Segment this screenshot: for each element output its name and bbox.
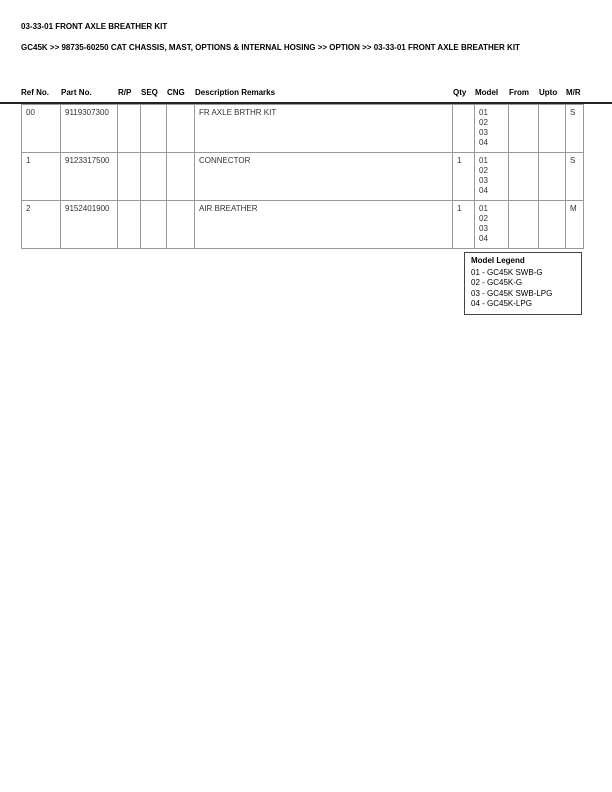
model-code: 01 xyxy=(479,204,488,213)
table-row[interactable] xyxy=(22,105,584,153)
cng xyxy=(167,153,195,201)
rp xyxy=(118,153,141,201)
model-legend xyxy=(464,252,582,315)
header-model: Model xyxy=(475,88,499,97)
models xyxy=(475,105,509,153)
ref-no: 1 xyxy=(22,153,61,201)
header-cng: CNG xyxy=(167,88,185,97)
legend-item: 01 - GC45K SWB-G xyxy=(471,267,543,277)
breadcrumb: GC45K >> 98735-60250 CAT CHASSIS, MAST, OPTIONS & INTERNAL HOSING >> OPTION >> 03-33-01 FRONT AXLE BREATHER KIT xyxy=(21,43,520,52)
description: CONNECTOR xyxy=(195,153,453,201)
model-code: 03 xyxy=(479,128,488,137)
model-code: 02 xyxy=(479,118,488,127)
upto xyxy=(539,105,566,153)
from xyxy=(509,105,539,153)
page-title: 03-33-01 FRONT AXLE BREATHER KIT xyxy=(21,22,168,31)
header-ref-no: Ref No. xyxy=(21,88,49,97)
model-code: 01 xyxy=(479,108,488,117)
models xyxy=(475,153,509,201)
header-part-no: Part No. xyxy=(61,88,92,97)
cng xyxy=(167,201,195,249)
rp xyxy=(118,201,141,249)
part-no[interactable]: 9119307300 xyxy=(61,105,118,153)
part-no[interactable]: 9152401900 xyxy=(61,201,118,249)
cng xyxy=(167,105,195,153)
header-upto: Upto xyxy=(539,88,558,97)
seq xyxy=(141,105,167,153)
description: FR AXLE BRTHR KIT xyxy=(195,105,453,153)
mr: S xyxy=(566,153,584,201)
model-code: 03 xyxy=(479,176,488,185)
header-description: Description Remarks xyxy=(195,88,276,97)
qty xyxy=(453,105,475,153)
rp xyxy=(118,105,141,153)
description: AIR BREATHER xyxy=(195,201,453,249)
from xyxy=(509,153,539,201)
model-code: 02 xyxy=(479,214,488,223)
table-row[interactable] xyxy=(22,201,584,249)
seq xyxy=(141,153,167,201)
qty: 1 xyxy=(453,201,475,249)
model-code: 03 xyxy=(479,224,488,233)
legend-item: 02 - GC45K-G xyxy=(471,278,523,287)
mr: M xyxy=(566,201,584,249)
header-rp: R/P xyxy=(118,88,132,97)
model-code: 04 xyxy=(479,234,488,243)
model-code: 02 xyxy=(479,166,488,175)
part-no[interactable]: 9123317500 xyxy=(61,153,118,201)
models xyxy=(475,201,509,249)
mr: S xyxy=(566,105,584,153)
model-code: 04 xyxy=(479,138,488,147)
qty: 1 xyxy=(453,153,475,201)
header-mr: M/R xyxy=(566,88,581,97)
from xyxy=(509,201,539,249)
model-code: 01 xyxy=(479,156,488,165)
table-row[interactable] xyxy=(22,153,584,201)
header-qty: Qty xyxy=(453,88,467,97)
ref-no: 2 xyxy=(22,201,61,249)
ref-no: 00 xyxy=(22,105,61,153)
upto xyxy=(539,153,566,201)
legend-item: 04 - GC45K-LPG xyxy=(471,299,532,308)
seq xyxy=(141,201,167,249)
upto xyxy=(539,201,566,249)
parts-table xyxy=(21,104,584,249)
model-code: 04 xyxy=(479,186,488,195)
header-seq: SEQ xyxy=(141,88,158,97)
legend-item: 03 - GC45K SWB-LPG xyxy=(471,288,553,298)
header-from: From xyxy=(509,88,529,97)
legend-title: Model Legend xyxy=(471,256,525,265)
